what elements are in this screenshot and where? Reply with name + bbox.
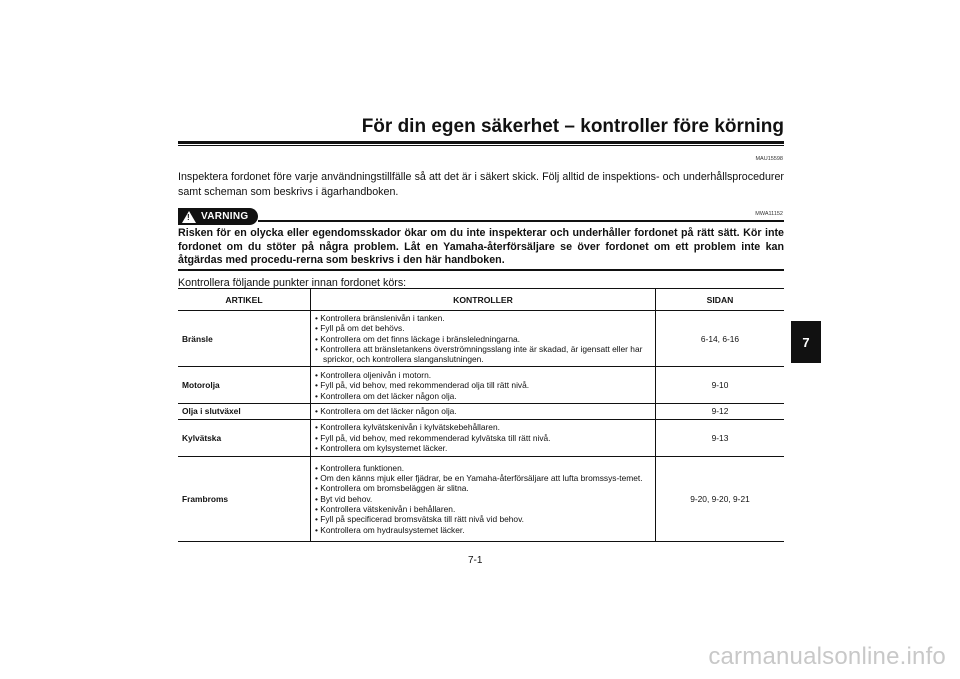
check-line: • Kontrollera om det läcker någon olja.: [315, 390, 457, 401]
inspection-table: [178, 288, 784, 542]
table-header-row: [178, 289, 784, 311]
table-row: [178, 404, 784, 419]
check-line: • Om den känns mjuk eller fjädrar, be en Yamaha-återförsäljare att lufta bromssys-temet.: [315, 473, 643, 484]
check-line: • Byt vid behov.: [315, 493, 373, 504]
row-checks: [311, 367, 656, 404]
check-line: • Kontrollera oljenivån i motorn.: [315, 370, 432, 381]
chapter-tab[interactable]: 7: [791, 321, 821, 363]
row-item: Motorolja: [178, 367, 311, 404]
header-checks: KONTROLLER: [311, 289, 656, 311]
row-item: Bränsle: [178, 311, 311, 367]
check-line: • Kontrollera om bromsbeläggen är slitna.: [315, 483, 469, 494]
warning-label: VARNING: [201, 211, 249, 222]
intro-paragraph: Inspektera fordonet före varje användningstillfälle så att det är i säkert skick. Följ alltid de inspektions- och underhållsprocedurer samt scheman som beskrivs i ägarhandboken.: [178, 171, 784, 198]
table-row: [178, 456, 784, 541]
warning-code: MWA11152: [755, 211, 783, 217]
intro-code: MAU15598: [755, 156, 783, 162]
check-intro: Kontrollera följande punkter innan fordonet körs:: [178, 277, 407, 289]
header-page: SIDAN: [656, 289, 785, 311]
row-page: 6-14, 6-16: [656, 311, 785, 367]
warning-triangle-icon: !: [182, 211, 196, 223]
table-row: [178, 311, 784, 367]
row-page: 9-13: [656, 419, 785, 456]
row-item: Kylvätska: [178, 419, 311, 456]
row-checks: [311, 456, 656, 541]
check-line: • Fyll på, vid behov, med rekommenderad kylvätska till rätt nivå.: [315, 432, 551, 443]
check-line: • Kontrollera bränslenivån i tanken.: [315, 313, 445, 323]
table-row: [178, 419, 784, 456]
row-item: Olja i slutväxel: [178, 404, 311, 419]
row-checks: [311, 404, 656, 419]
warning-badge: [178, 208, 258, 225]
check-line: • Kontrollera om det läcker någon olja.: [315, 406, 457, 417]
warning-text: Risken för en olycka eller egendomsskador ökar om du inte inspekterar och underhåller fordonet på rätt sätt. Kör inte fordonet om du stöter på några problem. Låt en Yamaha-återförsäljare se över fordonet om ett problem inte kan åtgärdas med procedu-rerna som beskrivs i den här handboken.: [178, 227, 784, 267]
page-title: För din egen säkerhet – kontroller före körning: [361, 116, 784, 137]
check-line: • Kontrollera kylvätskenivån i kylvätskebehållaren.: [315, 422, 500, 433]
check-line: • Kontrollera vätskenivån i behållaren.: [315, 503, 456, 514]
row-page: 9-12: [656, 404, 785, 419]
row-item: Frambroms: [178, 456, 311, 541]
check-line: • Fyll på specificerad bromsvätska till rätt nivå vid behov.: [315, 514, 524, 525]
check-line: • Kontrollera funktionen.: [315, 462, 405, 473]
watermark: carmanualsonline.info: [708, 643, 946, 670]
row-page: 9-20, 9-20, 9-21: [656, 456, 785, 541]
warning-bottom-rule: [178, 269, 784, 271]
check-line: • Fyll på om det behövs.: [315, 323, 405, 334]
page-number: 7-1: [468, 555, 483, 566]
check-line: • Kontrollera om hydraulsystemet läcker.: [315, 524, 465, 535]
warning-rule: [258, 220, 784, 222]
row-checks: [311, 419, 656, 456]
table-row: [178, 367, 784, 404]
header-item: ARTIKEL: [178, 289, 311, 311]
row-page: 9-10: [656, 367, 785, 404]
check-line: • Kontrollera om kylsystemet läcker.: [315, 442, 448, 453]
title-rule-thin: [178, 145, 784, 146]
check-line: • Kontrollera om det finns läckage i bränsleledningarna.: [315, 333, 520, 344]
check-line: • Fyll på, vid behov, med rekommenderad olja till rätt nivå.: [315, 380, 530, 391]
check-line: • Kontrollera att bränsletankens överströmningsslang inte är skadad, är igensatt eller har sprickor, och kontrollera slanganslutningen.: [315, 343, 643, 365]
row-checks: [311, 311, 656, 367]
title-rule: [178, 141, 784, 144]
